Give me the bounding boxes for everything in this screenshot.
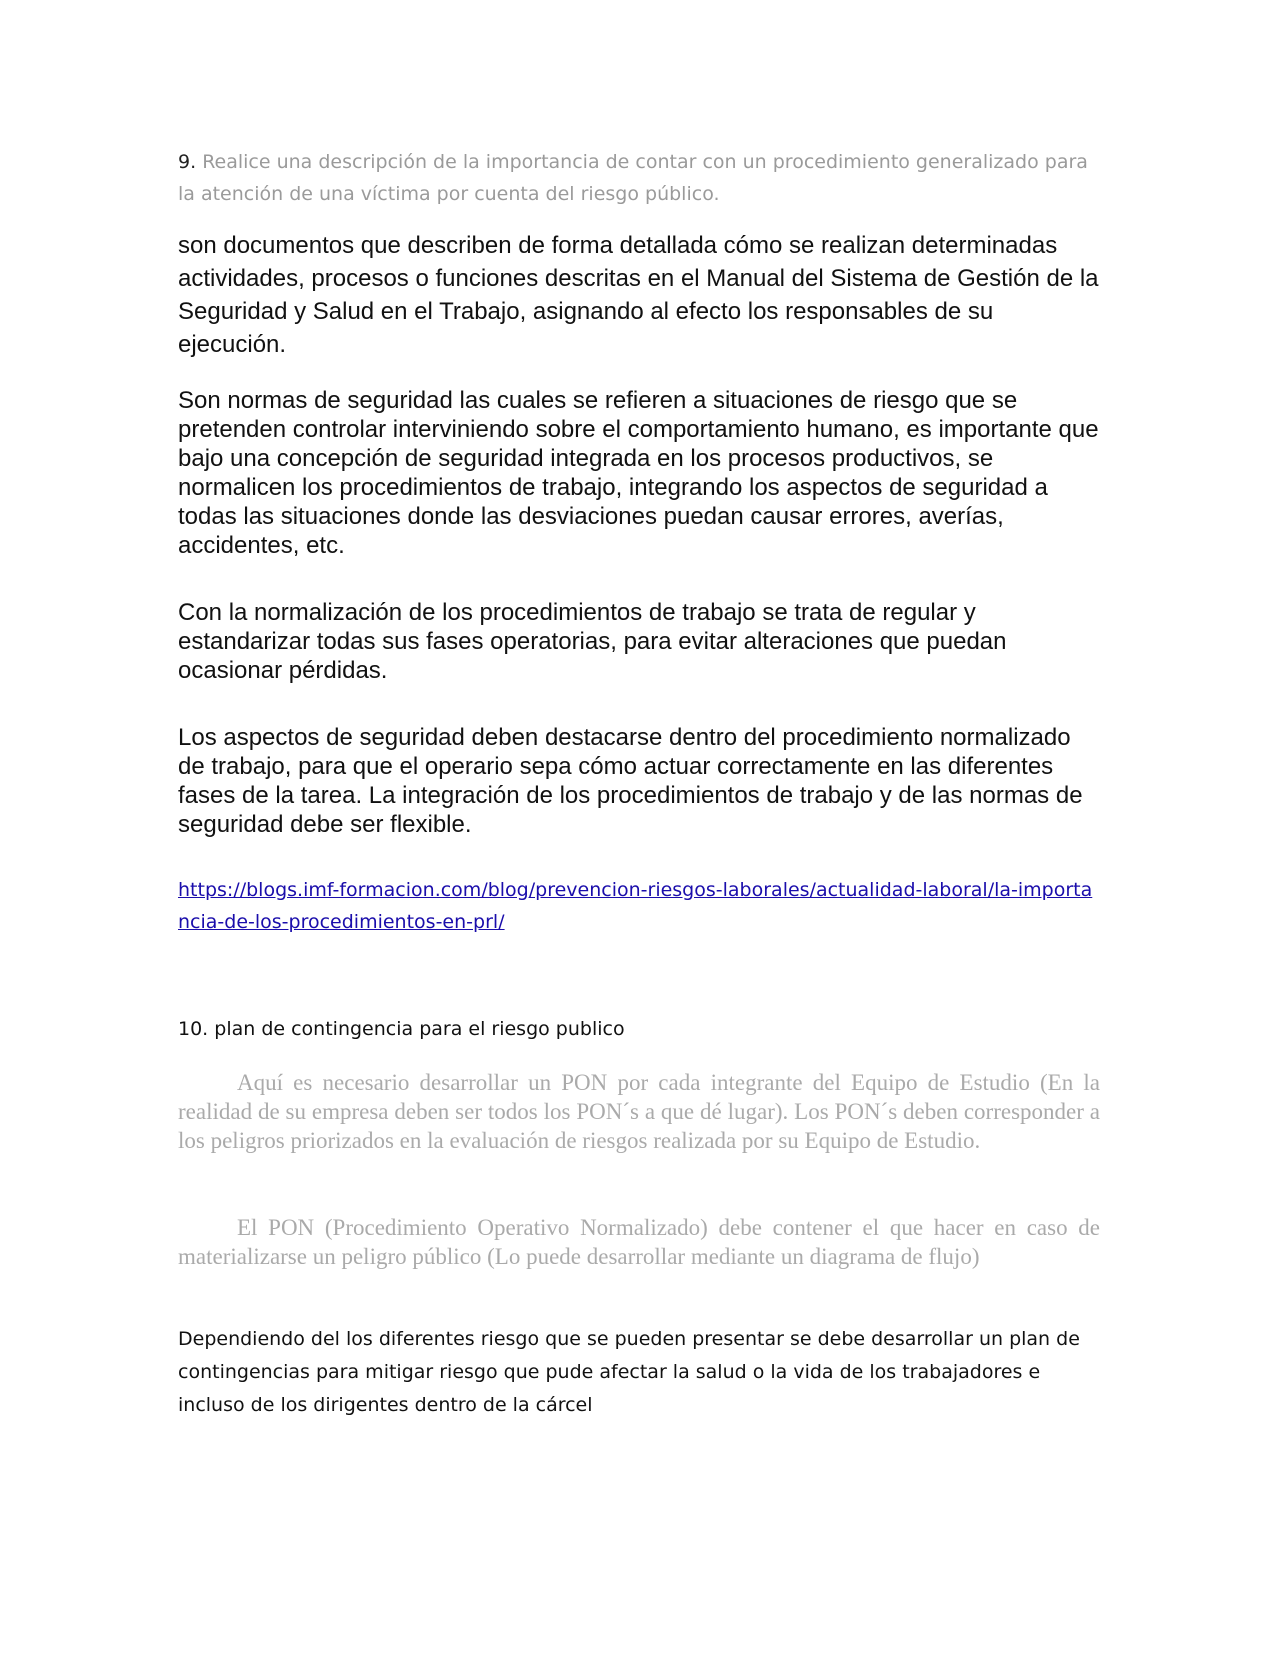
answer-10: Dependiendo del los diferentes riesgo que se pueden presentar se debe desarrollar un plan de contingencias para mitigar riesgo que pude afectar la salud o la vida de los trabajadores e incluso de los dirigentes dentro de la cárcel bbox=[178, 1328, 1080, 1416]
answer-9-paragraph-4: Los aspectos de seguridad deben destacarse dentro del procedimiento normalizado de trabajo, para que el operario sepa cómo actuar correctamente en las diferentes fases de la tarea. La integración de los procedimientos de trabajo y de las normas de seguridad debe ser flexible. bbox=[178, 724, 1083, 838]
answer-9-paragraph-1: son documentos que describen de forma detallada cómo se realizan determinadas actividades, procesos o funciones descritas en el Manual del Sistema de Gestión de la Seguridad y Salud en el Trabajo, asignando al efecto los responsables de su ejecución. bbox=[178, 232, 1099, 358]
answer-9-paragraph-3: Con la normalización de los procedimientos de trabajo se trata de regular y estandarizar todas sus fases operatorias, para evitar alteraciones que puedan ocasionar pérdidas. bbox=[178, 599, 1007, 684]
question-10-instruction-2: El PON (Procedimiento Operativo Normalizado) debe contener el que hacer en caso de materializarse un peligro público (Lo puede desarrollar mediante un diagrama de flujo) bbox=[178, 1215, 1100, 1269]
question-10-title: 10. plan de contingencia para el riesgo publico bbox=[178, 1018, 625, 1040]
document-page bbox=[178, 0, 1098, 1656]
answer-9-paragraph-2: Son normas de seguridad las cuales se refieren a situaciones de riesgo que se pretenden controlar interviniendo sobre el comportamiento humano, es importante que bajo una concepción de seguridad integrada en los procesos productivos, se normalicen los procedimientos de trabajo, integrando los aspectos de seguridad a todas las situaciones donde las desviaciones puedan causar errores, averías, accidentes, etc. bbox=[178, 387, 1099, 559]
question-10-instruction-1: Aquí es necesario desarrollar un PON por cada integrante del Equipo de Estudio (En la realidad de su empresa deben ser todos los PON´s a que dé lugar). Los PON´s deben corresponder a los peligros priorizados en la evaluación de riesgos realizada por su Equipo de Estudio. bbox=[178, 1070, 1100, 1153]
question-9-text: Realice una descripción de la importancia de contar con un procedimiento generalizado para la atención de una víctima por cuenta del riesgo público. bbox=[178, 151, 1088, 205]
question-9-number: 9. bbox=[178, 151, 197, 173]
source-link[interactable]: https://blogs.imf-formacion.com/blog/prevencion-riesgos-laborales/actualidad-laboral/la-importancia-de-los-procedimientos-en-prl/ bbox=[178, 879, 1093, 933]
question-9 bbox=[178, 146, 1098, 210]
